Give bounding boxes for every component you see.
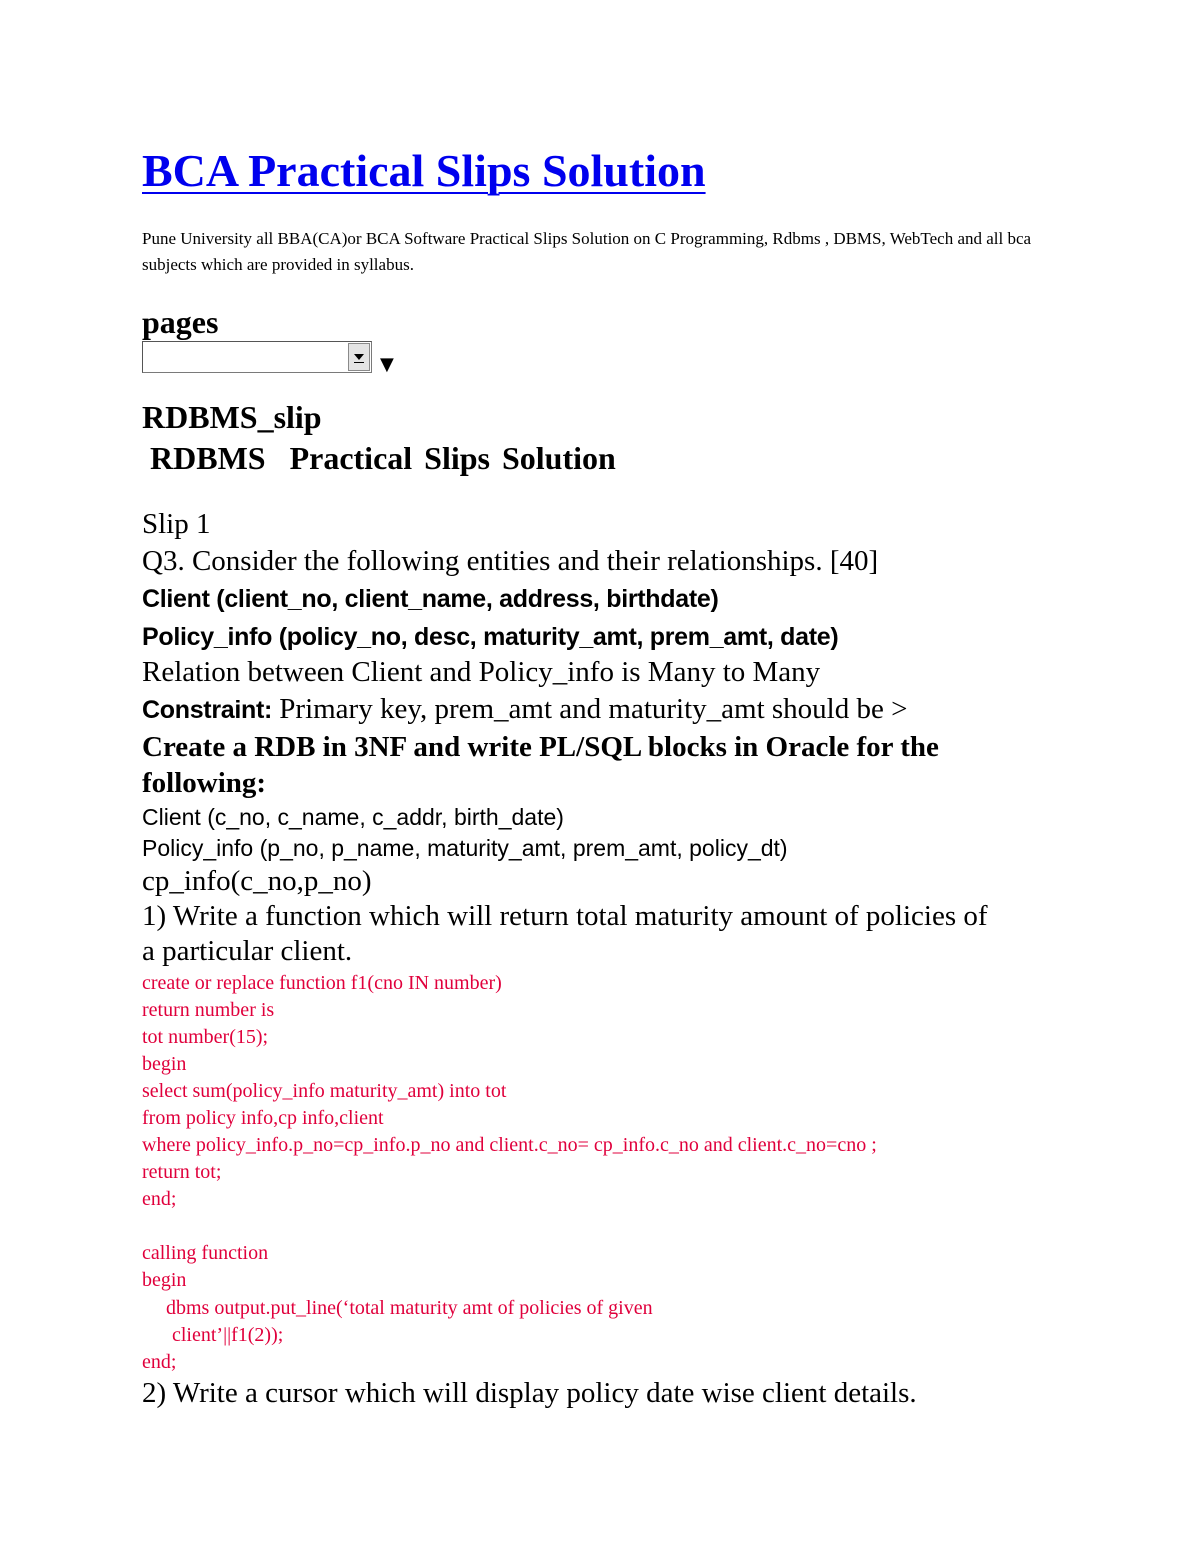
code-line: create or replace function f1(cno IN number) [142,972,502,994]
dropdown-button-icon[interactable] [348,343,370,371]
code-line: tot number(15); [142,1026,269,1048]
question-text: Q3. Consider the following entities and their relationships. [40] [142,545,879,577]
task-line-2: following: [142,767,267,799]
pages-dropdown[interactable] [142,341,372,373]
calling-line: client’||f1(2)); [172,1324,284,1346]
code-line: return tot; [142,1161,222,1183]
pages-heading: pages [142,304,219,340]
post-title: RDBMS_slip [142,399,322,435]
blog-title-link[interactable]: BCA Practical Slips Solution [142,145,706,196]
schema-cp-info: cp_info(c_no,p_no) [142,865,372,897]
code-line: from policy info,cp info,client [142,1107,384,1129]
schema-client: Client (c_no, c_name, c_addr, birth_date) [142,804,564,830]
relation-text: Relation between Client and Policy_info is Many to Many [142,656,821,688]
calling-line: begin [142,1269,187,1291]
chevron-down-icon: ▼ [380,354,394,375]
code-line: return number is [142,999,275,1021]
constraint-label: Constraint: [142,696,273,724]
calling-line: calling function [142,1242,269,1264]
q1-line-2: a particular client. [142,935,353,967]
calling-line: end; [142,1351,177,1373]
constraint-line [142,691,907,728]
blog-description: Pune University all BBA(CA)or BCA Software Practical Slips Solution on C Programming, Rdbms , DBMS, WebTech and all bca subjects which are provided in syllabus. [142,229,1032,274]
code-line: begin [142,1053,187,1075]
constraint-text: Primary key, prem_amt and maturity_amt should be > [272,693,908,725]
entity-policy: Policy_info (policy_no, desc, maturity_amt, prem_amt, date) [142,623,839,651]
schema-policy: Policy_info (p_no, p_name, maturity_amt, prem_amt, policy_dt) [142,835,788,861]
code-line: where policy_info.p_no=cp_info.p_no and client.c_no= cp_info.c_no and client.c_no=cno ; [142,1134,877,1156]
q1-line-1: 1) Write a function which will return total maturity amount of policies of [142,900,988,932]
task-line-1: Create a RDB in 3NF and write PL/SQL blocks in Oracle for the [142,731,939,763]
slip-number: Slip 1 [142,508,211,540]
q2-text: 2) Write a cursor which will display policy date wise client details. [142,1377,917,1409]
code-line: select sum(policy_info maturity_amt) into tot [142,1080,507,1102]
post-subtitle: RDBMS Practical Slips Solution [150,440,616,476]
code-line: end; [142,1188,177,1210]
entity-client: Client (client_no, client_name, address, birthdate) [142,585,719,613]
calling-line: dbms output.put_line(‘total maturity amt of policies of given [166,1297,653,1319]
